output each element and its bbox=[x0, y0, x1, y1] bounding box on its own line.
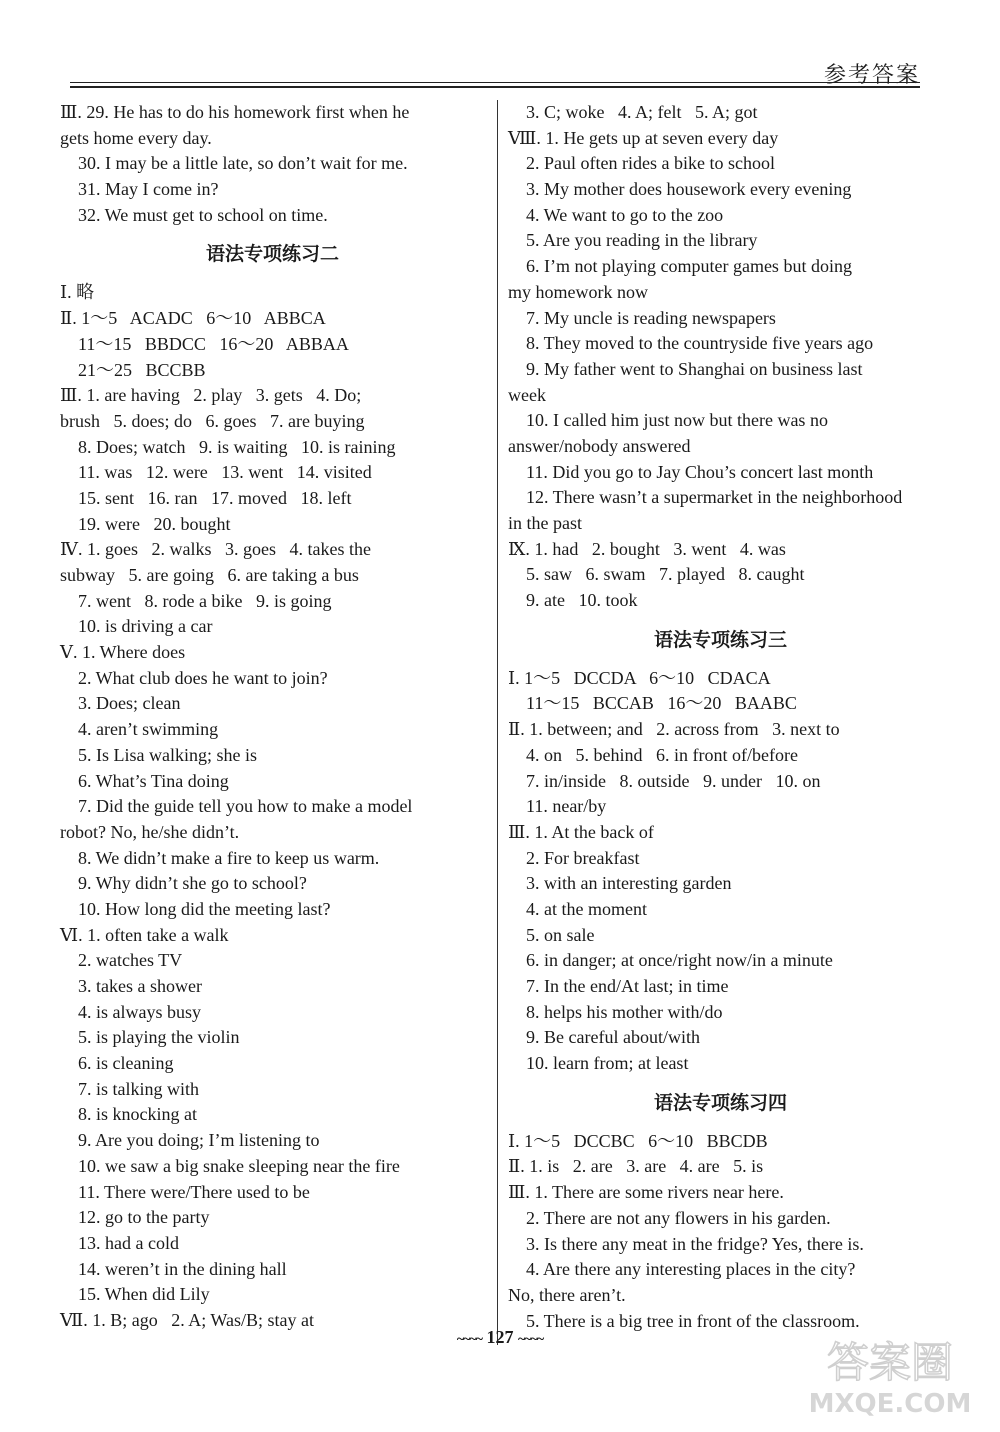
answer-line: Ⅲ. 1. are having 2. play 3. gets 4. Do; bbox=[60, 385, 362, 406]
header-rule-thick bbox=[70, 86, 920, 88]
section-heading: 语法专项练习四 bbox=[653, 1091, 787, 1114]
answer-line: 30. I may be a little late, so don’t wait for me. bbox=[60, 153, 408, 174]
answer-line: 5. saw 6. swam 7. played 8. caught bbox=[508, 564, 805, 585]
column-divider bbox=[497, 100, 498, 1345]
answer-line: 5. Are you reading in the library bbox=[508, 230, 758, 251]
watermark-line2: MXQE.COM bbox=[808, 1389, 972, 1419]
answer-line: Ⅷ. 1. He gets up at seven every day bbox=[508, 127, 779, 148]
answer-line: 7. Did the guide tell you how to make a model bbox=[60, 796, 413, 817]
answer-line: brush 5. does; do 6. goes 7. are buying bbox=[60, 410, 365, 431]
answer-line: 12. There wasn’t a supermarket in the neighborhood bbox=[508, 487, 903, 508]
answer-line: 9. ate 10. took bbox=[508, 590, 638, 611]
answer-line: 4. at the moment bbox=[508, 898, 647, 919]
answer-line: answer/nobody answered bbox=[508, 435, 691, 456]
answer-line: subway 5. are going 6. are taking a bus bbox=[60, 565, 359, 585]
answer-line: 12. go to the party bbox=[60, 1207, 210, 1228]
answer-line: Ⅸ. 1. had 2. bought 3. went 4. was bbox=[508, 538, 786, 559]
answer-line: 3. My mother does housework every evening bbox=[508, 179, 852, 200]
answer-line: 8. Does; watch 9. is waiting 10. is raining bbox=[60, 436, 396, 457]
answer-line: 2. watches TV bbox=[60, 950, 183, 971]
answer-line: 15. sent 16. ran 17. moved 18. left bbox=[60, 487, 352, 508]
answer-line: Ⅱ. 1. is 2. are 3. are 4. are 5. is bbox=[508, 1156, 764, 1177]
answer-line: 3. C; woke 4. A; felt 5. A; got bbox=[508, 102, 758, 122]
answer-line: 14. weren’t in the dining hall bbox=[60, 1258, 287, 1279]
section-heading: 语法专项练习二 bbox=[205, 243, 339, 266]
footer-ornament-right: ~~~~ bbox=[518, 1332, 544, 1347]
answer-line: 19. were 20. bought bbox=[60, 513, 231, 534]
answer-line: 8. helps his mother with/do bbox=[508, 1001, 723, 1022]
answer-line: 7. went 8. rode a bike 9. is going bbox=[60, 590, 332, 611]
answer-line: 3. with an interesting garden bbox=[508, 873, 732, 894]
answer-line: Ⅵ. 1. often take a walk bbox=[60, 924, 229, 945]
answer-line: 2. What club does he want to join? bbox=[60, 667, 328, 688]
answer-line: 5. Is Lisa walking; she is bbox=[60, 744, 257, 765]
answer-line: Ⅲ. 1. At the back of bbox=[508, 821, 654, 842]
answer-line: Ⅴ. 1. Where does bbox=[60, 642, 186, 663]
answer-line: 2. Paul often rides a bike to school bbox=[508, 153, 775, 174]
answer-line: 11. near/by bbox=[508, 796, 607, 817]
answer-line: Ⅰ. 略 bbox=[60, 282, 95, 303]
answer-line: 32. We must get to school on time. bbox=[60, 204, 328, 225]
answer-line: No, there aren’t. bbox=[508, 1284, 626, 1305]
section-heading: 语法专项练习三 bbox=[653, 628, 787, 651]
answer-line: 9. Are you doing; I’m listening to bbox=[60, 1130, 320, 1151]
answer-line: 11. Did you go to Jay Chou’s concert last month bbox=[508, 461, 874, 482]
answer-line: 5. on sale bbox=[508, 924, 595, 945]
answer-line: 10. we saw a big snake sleeping near the fire bbox=[60, 1155, 400, 1176]
right-column bbox=[508, 100, 933, 1334]
answer-line: 11～15 BCCAB 16～20 BAABC bbox=[508, 693, 797, 714]
answer-line: Ⅲ. 29. He has to do his homework first when he bbox=[60, 102, 410, 122]
answer-line: 5. There is a big tree in front of the classroom. bbox=[508, 1310, 860, 1331]
answer-line: 6. is cleaning bbox=[60, 1053, 174, 1074]
answer-line: 4. Are there any interesting places in the city? bbox=[508, 1259, 856, 1280]
answer-line: 21～25 BCCBB bbox=[60, 359, 206, 380]
answer-line: 6. What’s Tina doing bbox=[60, 770, 229, 791]
header-rule bbox=[70, 82, 920, 83]
page-number: 127 bbox=[486, 1327, 514, 1347]
answer-line: 4. is always busy bbox=[60, 1001, 201, 1022]
answer-line: 10. I called him just now but there was no bbox=[508, 410, 828, 431]
header-title: 参考答案 bbox=[823, 63, 920, 88]
answer-line: 31. May I come in? bbox=[60, 179, 219, 200]
answer-line: robot? No, he/she didn’t. bbox=[60, 821, 240, 842]
answer-line: Ⅰ. 1～5 DCCBC 6～10 BBCDB bbox=[508, 1130, 768, 1151]
answer-line: 3. takes a shower bbox=[60, 976, 202, 996]
answer-line: 9. Why didn’t she go to school? bbox=[60, 873, 307, 894]
answer-line: 10. is driving a car bbox=[60, 616, 213, 637]
footer-ornament-left: ~~~~ bbox=[456, 1332, 482, 1347]
answer-line: Ⅳ. 1. goes 2. walks 3. goes 4. takes the bbox=[60, 539, 371, 560]
answer-line: 10. learn from; at least bbox=[508, 1053, 689, 1074]
answer-line: in the past bbox=[508, 513, 582, 533]
answer-line: 7. is talking with bbox=[60, 1078, 199, 1099]
answer-line: 11. was 12. were 13. went 14. visited bbox=[60, 462, 372, 483]
answer-line: 9. Be careful about/with bbox=[508, 1027, 700, 1048]
answer-line: 8. We didn’t make a fire to keep us warm. bbox=[60, 847, 380, 868]
answer-line: 6. in danger; at once/right now/in a minute bbox=[508, 950, 833, 971]
left-column bbox=[60, 100, 485, 1334]
answer-line: 7. in/inside 8. outside 9. under 10. on bbox=[508, 770, 821, 791]
watermark-logo bbox=[795, 1327, 985, 1422]
watermark-line1: 答案圈 bbox=[826, 1338, 954, 1387]
answer-line: 4. aren’t swimming bbox=[60, 719, 219, 740]
answer-line: 6. I’m not playing computer games but doing bbox=[508, 256, 852, 277]
answer-line: 10. How long did the meeting last? bbox=[60, 898, 331, 919]
answer-line: 2. There are not any flowers in his garden. bbox=[508, 1207, 831, 1228]
answer-line: week bbox=[508, 384, 546, 405]
answer-line: 3. Is there any meat in the fridge? Yes, there is. bbox=[508, 1233, 864, 1254]
answer-line: 11～15 BBDCC 16～20 ABBAA bbox=[60, 333, 349, 354]
answer-line: 13. had a cold bbox=[60, 1232, 179, 1253]
answer-line: 3. Does; clean bbox=[60, 693, 181, 714]
answer-line: Ⅱ. 1. between; and 2. across from 3. next to bbox=[508, 719, 840, 740]
answer-line: 11. There were/There used to be bbox=[60, 1181, 310, 1202]
answer-line: Ⅰ. 1～5 DCCDA 6～10 CDACA bbox=[508, 667, 771, 688]
answer-line: 8. They moved to the countryside five years ago bbox=[508, 333, 874, 354]
answer-line: 4. We want to go to the zoo bbox=[508, 204, 724, 225]
answer-line: 2. For breakfast bbox=[508, 847, 640, 868]
answer-line: Ⅶ. 1. B; ago 2. A; Was/B; stay at bbox=[60, 1309, 314, 1330]
answer-line: 5. is playing the violin bbox=[60, 1027, 240, 1048]
answer-line: gets home every day. bbox=[60, 127, 212, 148]
answer-line: 7. My uncle is reading newspapers bbox=[508, 307, 776, 328]
answer-line: 4. on 5. behind 6. in front of/before bbox=[508, 744, 798, 765]
answer-line: 9. My father went to Shanghai on business last bbox=[508, 358, 863, 379]
answer-line: 8. is knocking at bbox=[60, 1104, 197, 1125]
answer-line: Ⅱ. 1～5 ACADC 6～10 ABBCA bbox=[60, 308, 326, 329]
answer-line: 7. In the end/At last; in time bbox=[508, 976, 729, 996]
answer-line: Ⅲ. 1. There are some rivers near here. bbox=[508, 1182, 784, 1203]
answer-line: my homework now bbox=[508, 281, 648, 302]
answer-line: 15. When did Lily bbox=[60, 1284, 210, 1305]
